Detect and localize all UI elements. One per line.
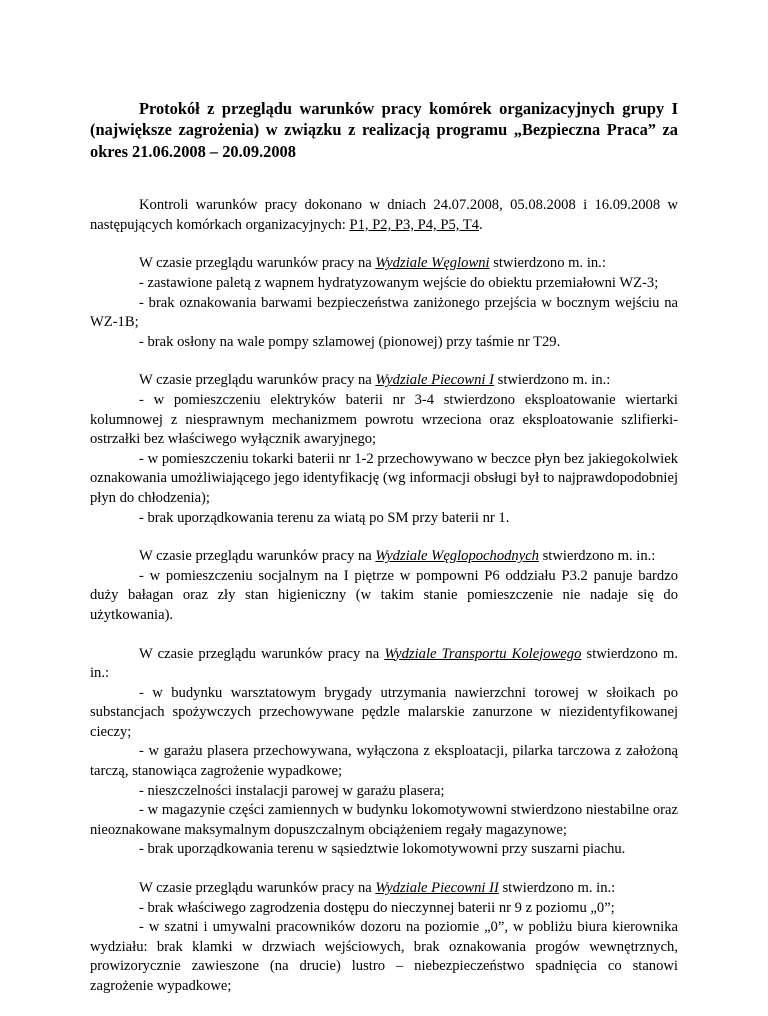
list-item: - brak uporządkowania terenu w sąsiedztwie lokomotywowni przy suszarni piachu. <box>139 841 626 858</box>
department-name: Wydziale Piecowni II <box>375 880 499 897</box>
tail-text: stwierdzono m. in.: <box>90 645 678 682</box>
list-item: - w garażu plasera przechowywana, wyłączona z eksploatacji, pilarka tarczowa z założoną tarczą, stanowiąca zagrożenie wypadkowe; <box>90 743 678 780</box>
list-item: - nieszczelności instalacji parowej w garażu plasera; <box>139 782 445 799</box>
section-piecownia-2 <box>90 879 678 997</box>
lead-text: W czasie przeglądu warunków pracy na <box>139 548 376 565</box>
intro-text: Kontroli warunków pracy dokonano w dniach 24.07.2008, 05.08.2008 i 16.09.2008 w następujących komórkach organizacyjnych: <box>90 197 678 233</box>
list-item: - brak osłony na wale pompy szlamowej (pionowej) przy taśmie nr T29. <box>139 333 561 350</box>
department-name: Wydziale Piecowni I <box>375 372 494 389</box>
lead-text: W czasie przeglądu warunków pracy na <box>139 372 376 389</box>
intro-paragraph <box>90 196 678 235</box>
section-weglopochodne <box>90 547 678 625</box>
intro-end: . <box>478 216 483 233</box>
list-item: - w pomieszczeniu elektryków baterii nr 3-4 stwierdzono eksploatowanie wiertarki kolumnowej z niesprawnym mechanizmem powrotu wrzeciona oraz eksploatowanie szlifierki-ostrzałki bez właściwego wyłącznik awaryjnego; <box>90 391 678 448</box>
document-page <box>90 98 678 1016</box>
section-lead <box>90 371 678 391</box>
lead-text: W czasie przeglądu warunków pracy na <box>139 880 376 897</box>
department-name: Wydziale Transportu Kolejowego <box>384 645 582 662</box>
tail-text: stwierdzono m. in.: <box>498 880 616 897</box>
list-item: - w pomieszczeniu socjalnym na I piętrze w pompowni P6 oddziału P3.2 panuje bardzo duży bałagan oraz zły stan higieniczny (w takim stanie pomieszczenie nie nadaje się do użytkowania). <box>90 567 678 623</box>
list-item: - w magazynie części zamiennych w budynku lokomotywowni stwierdzono niestabilne oraz nieoznakowane maksymalnym dopuszczalnym obciążeniem regały magazynowe; <box>90 802 678 838</box>
list-item: - brak właściwego zagrodzenia dostępu do nieczynnej baterii nr 9 z poziomu „0”; <box>139 899 615 916</box>
section-lead <box>90 879 678 899</box>
department-name: Wydziale Węglowni <box>375 255 490 272</box>
section-transport-kolejowy <box>90 645 678 861</box>
list-item: - brak uporządkowania terenu za wiatą po SM przy baterii nr 1. <box>139 509 510 526</box>
tail-text: stwierdzono m. in.: <box>494 372 611 389</box>
list-item: - w szatni i umywalni pracowników dozoru na poziomie „0”, w pobliżu biura kierownika wydziału: brak klamki w drzwiach wejściowych, brak oznakowania progów wewnętrznych, prowizorycznie zawieszone (na drucie) lustro – niebezpieczeństwo spadnięcia co stanowi zagrożenie wypadkowe; <box>90 919 678 994</box>
department-name: Wydziale Węglopochodnych <box>375 548 539 565</box>
list-item: - zastawione paletą z wapnem hydratyzowanym wejście do obiektu przemiałowni WZ-3; <box>139 275 659 291</box>
units-list: P1, P2, P3, P4, P5, T4 <box>349 216 479 233</box>
section-piecownia-1 <box>90 371 678 528</box>
list-item: - w pomieszczeniu tokarki baterii nr 1-2 przechowywano w beczce płyn bez jakiegokolwiek oznakowania umożliwiającego jego identyfikację (wg informacji obsługi był to najprawdopodobniej płyn do chłodzenia); <box>90 450 678 506</box>
list-item: - w budynku warsztatowym brygady utrzymania nawierzchni torowej w słoikach po substancjach spożywczych przechowywane pędzle malarskie zanurzone w niezidentyfikowanej cieczy; <box>90 684 678 740</box>
tail-text: stwierdzono m. in.: <box>538 548 656 565</box>
section-lead <box>90 254 678 274</box>
section-lead <box>90 547 678 567</box>
list-item: - brak oznakowania barwami bezpieczeństwa zaniżonego przejścia w bocznym wejściu na WZ-1B; <box>90 294 678 331</box>
lead-text: W czasie przeglądu warunków pracy na <box>139 255 376 272</box>
document-title: Protokół z przeglądu warunków pracy komórek organizacyjnych grupy I (największe zagrożenia) w związku z realizacją programu „Bezpieczna Praca” za okres 21.06.2008 – 20.09.2008 <box>90 99 678 161</box>
tail-text: stwierdzono m. in.: <box>489 255 606 272</box>
section-weglownia <box>90 254 678 352</box>
section-lead <box>90 645 678 684</box>
lead-text: W czasie przeglądu warunków pracy na <box>139 645 385 662</box>
